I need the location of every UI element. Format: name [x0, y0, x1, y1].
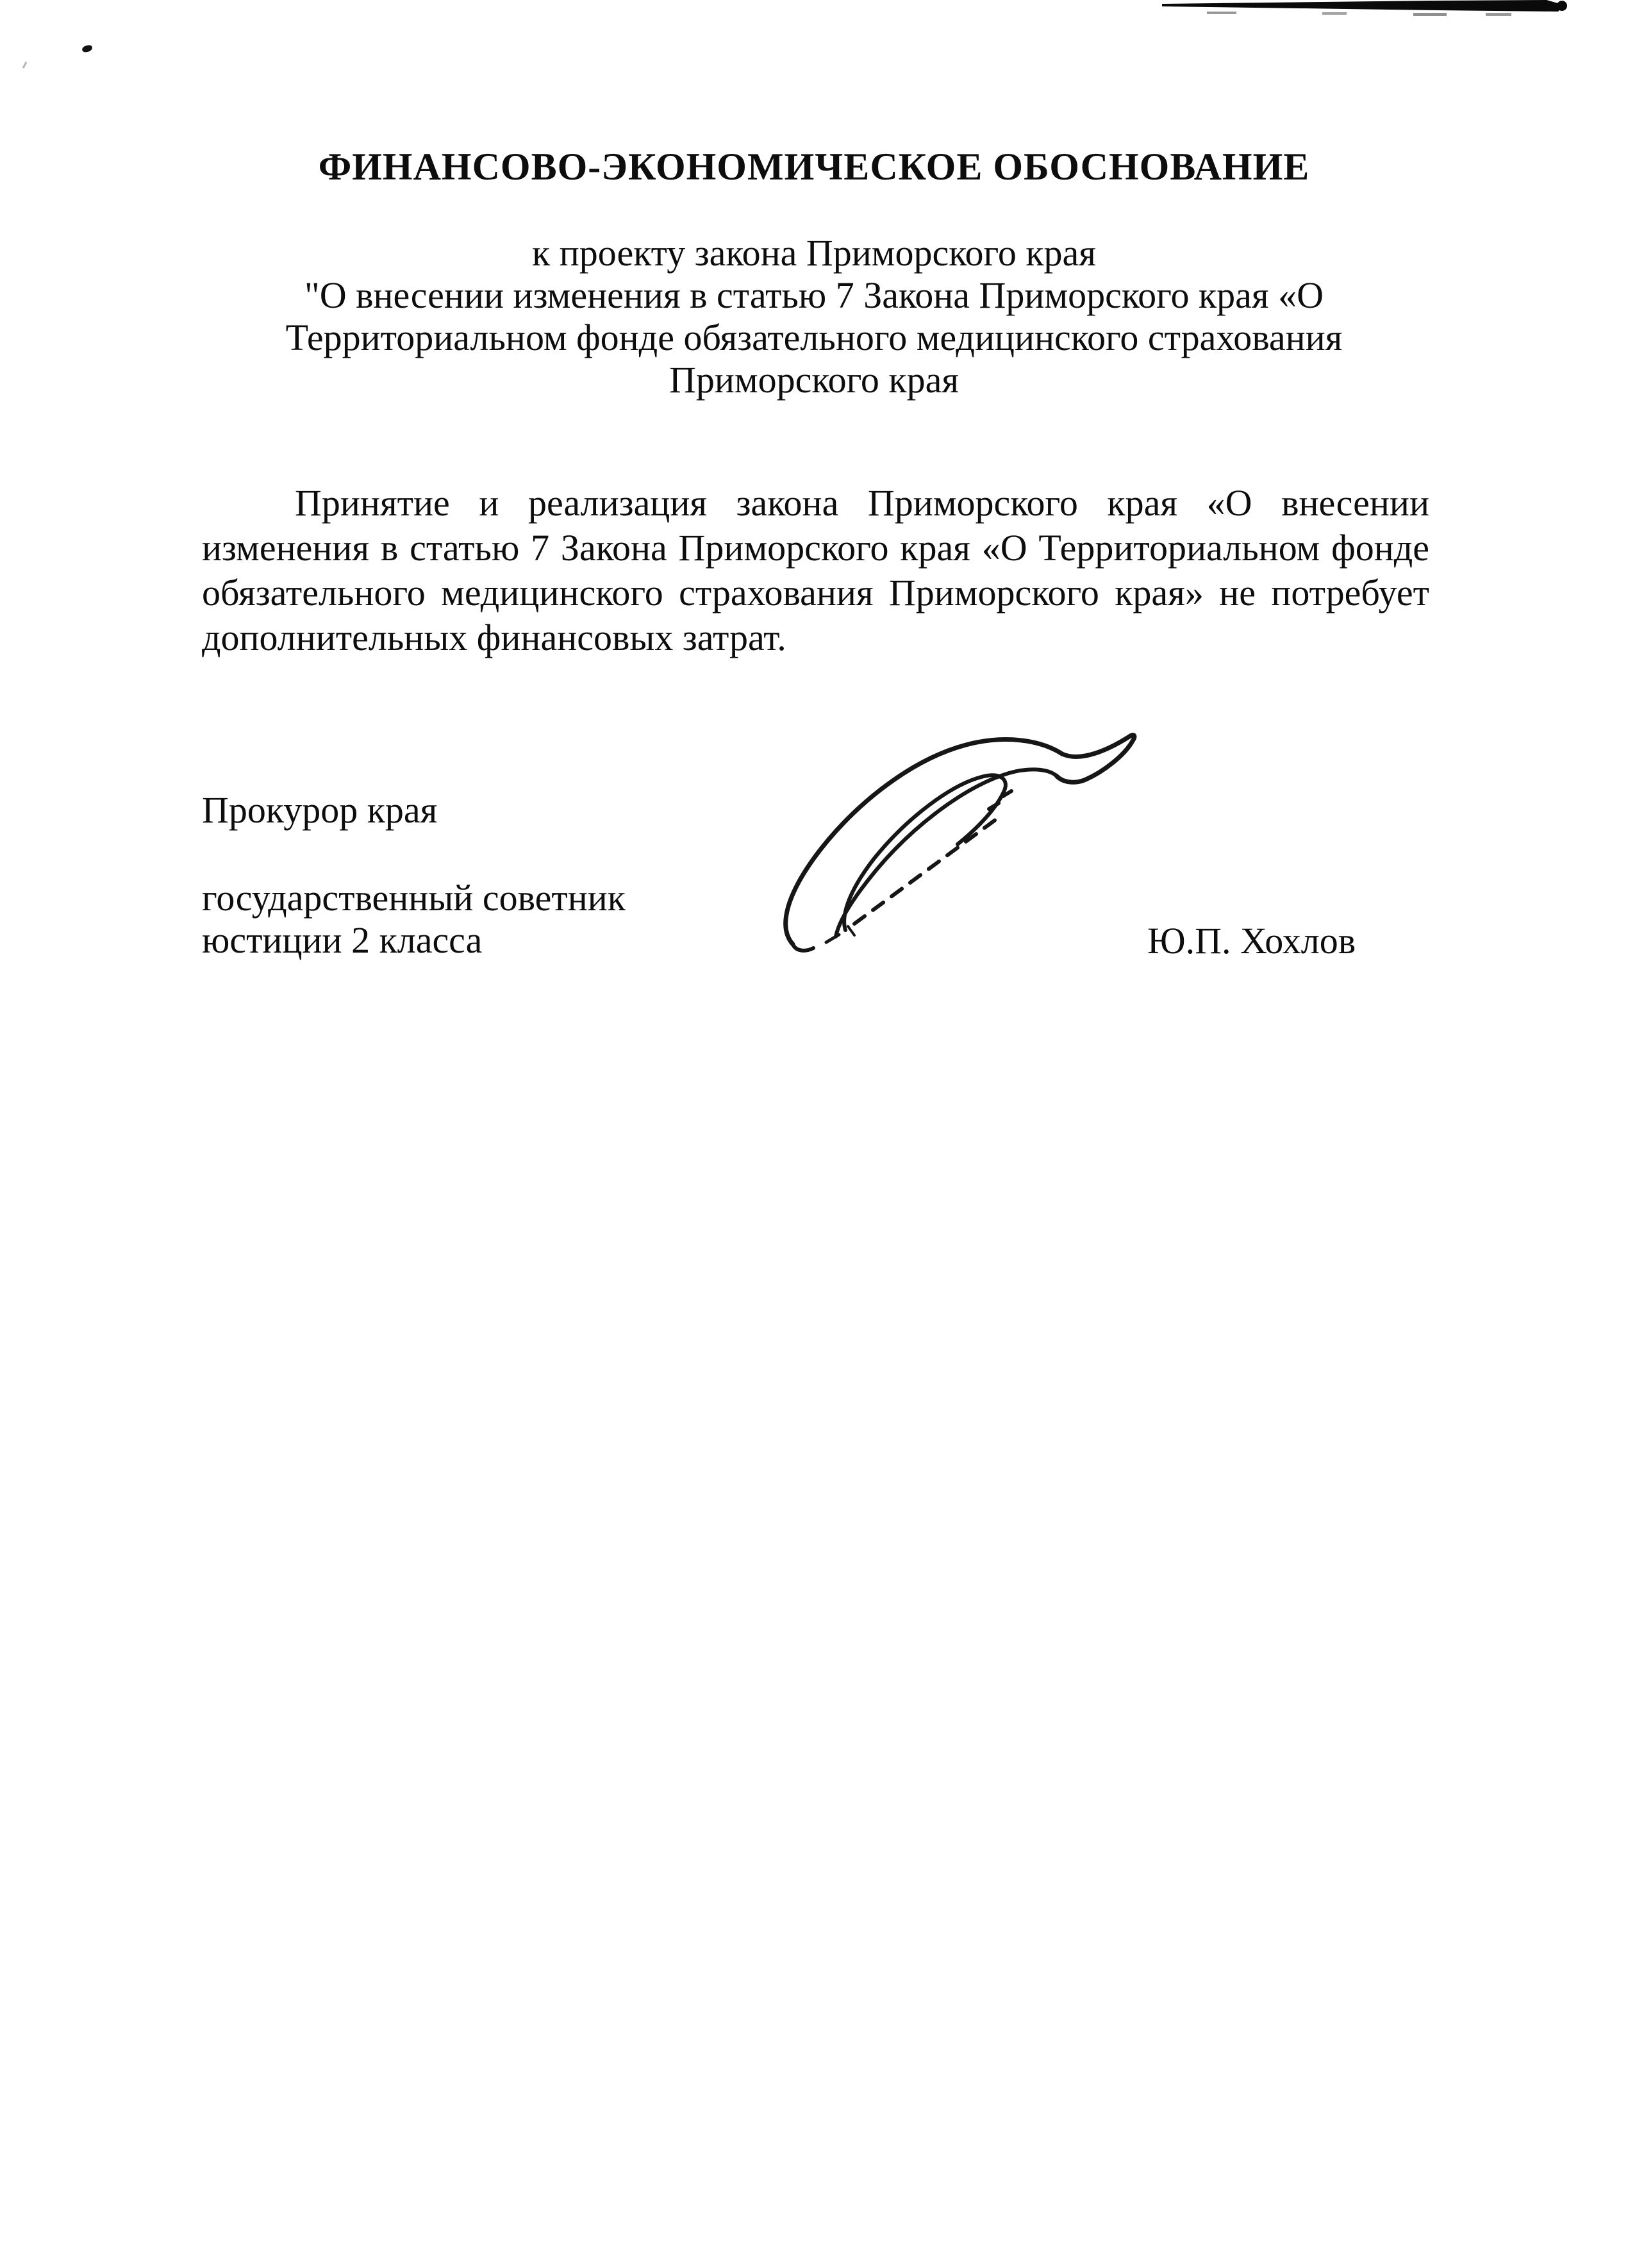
ink-speck-artifact	[81, 44, 93, 53]
document-title: ФИНАНСОВО-ЭКОНОМИЧЕСКОЕ ОБОСНОВАНИЕ	[318, 146, 1310, 188]
body-line: дополнительных финансовых затрат.	[202, 617, 786, 658]
signer-rank-line: государственный советник	[202, 877, 626, 919]
body-line: изменения в статью 7 Закона Приморского края «О Территориальном фонде	[202, 527, 1429, 569]
document-subtitle	[103, 232, 1525, 401]
handwritten-signature-mark	[772, 731, 1154, 958]
body-line: Принятие и реализация закона Приморского края «О внесении	[295, 482, 1429, 524]
signer-rank-line: юстиции 2 класса	[202, 919, 483, 961]
subtitle-line: Приморского края	[669, 359, 959, 401]
subtitle-line: Территориальном фонде обязательного медицинского страхования	[285, 317, 1343, 358]
signer-name: Ю.П. Хохлов	[1147, 920, 1356, 962]
subtitle-line: "О внесении изменения в статью 7 Закона Приморского края «О	[304, 274, 1324, 316]
subtitle-line: к проекту закона Приморского края	[532, 232, 1096, 274]
scan-streak-artifact	[1162, 0, 1568, 19]
body-line: обязательного медицинского страхования Приморского края» не потребует	[202, 572, 1429, 613]
faint-speck-artifact	[22, 62, 28, 69]
body-paragraph	[202, 481, 1429, 660]
signer-position-title: Прокурор края	[202, 789, 438, 831]
signer-rank	[202, 877, 626, 962]
